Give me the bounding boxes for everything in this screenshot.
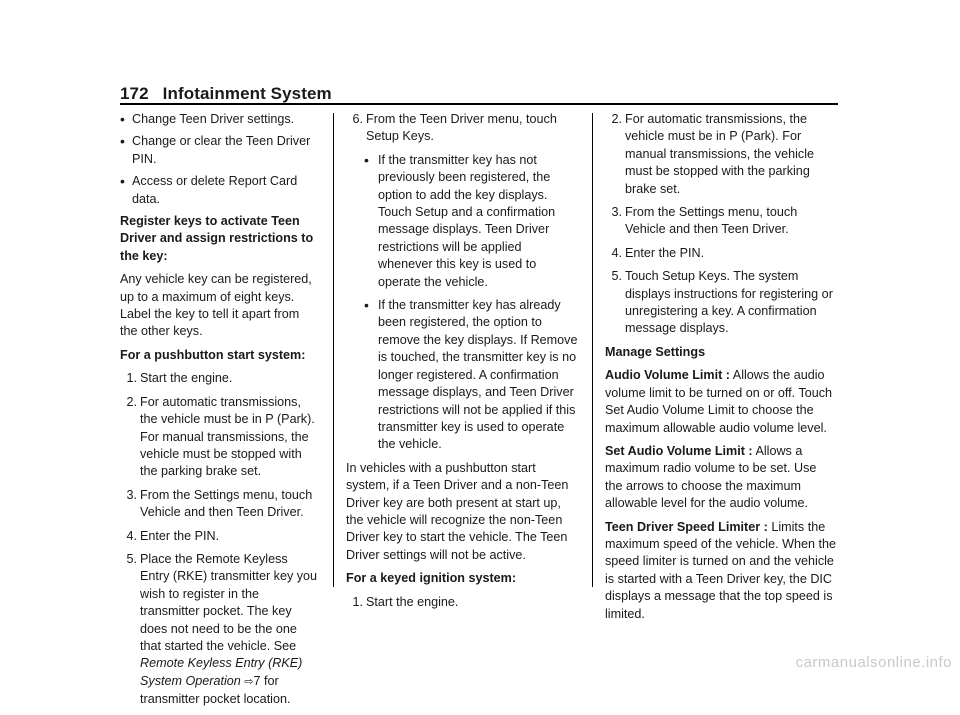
step-number: 2. [126,394,137,409]
setting-description: Allows the audio volume limit to be turned on or off. Touch Set Audio Volume Limit to choose the maximum allowable audio volume level. [605,368,833,435]
cross-reference-link[interactable]: Remote Keyless Entry (RKE) System Operation [140,656,303,688]
page-reference-arrow-icon: ⇨ [244,675,254,688]
step-number: 4. [126,528,137,543]
step-number: 4. [611,245,622,260]
step-text: for transmitter pocket location. [140,673,291,707]
step-text: Start the engine. [366,594,459,609]
step-item [605,268,837,338]
step-item [605,245,837,262]
header-rule [120,103,838,105]
bullet-item: • Change Teen Driver settings. [120,111,320,128]
register-text: Any vehicle key can be registered, up to a maximum of eight keys. Label the key to tell it apart from the other keys. [120,272,312,339]
step-text: From the Settings menu, touch Vehicle and then Teen Driver. [140,487,313,520]
step-item [605,204,837,239]
step-item [120,370,320,387]
pushbutton-paragraph: In vehicles with a pushbutton start system, if a Teen Driver and a non-Teen Driver key are both present at start up, the vehicle will recognize the non-Teen Driver key to start the vehicle. The Teen Driver settings will not be active. [346,460,569,562]
step-text: For automatic transmissions, the vehicle must be in P (Park). For manual transmissions, the vehicle must be stopped with the parking brake set. [625,112,814,196]
page-header [120,84,332,104]
step-number: 1. [126,371,137,386]
step-number: 2. [611,112,622,126]
step-number: 1. [352,594,363,609]
page-reference: 7 [253,673,261,688]
step-text: Touch Setup Keys. The system displays instructions for registering or unregistering a key. A confirmation message displays. [625,269,833,336]
page-number: 172 [120,84,149,103]
setting-item [605,519,837,623]
setting-description: Limits the maximum speed of the vehicle. When the speed limiter is turned on and the vehicle is started with a Teen Driver key, the DIC displays a message that the top speed is limited. [605,519,836,621]
setting-item [605,443,837,513]
bullet-item: • Access or delete Report Card data. [120,173,320,208]
step-number: 5. [126,551,137,566]
right-column [605,111,837,629]
step-number: 3. [611,205,622,220]
step-text: Place the Remote Keyless Entry (RKE) transmitter key you wish to register in the transmitter pocket. The key does not need to be the one that started the vehicle. See [140,551,318,653]
step-text: Enter the PIN. [625,245,705,260]
manage-settings-heading: Manage Settings [605,344,706,359]
step-number: 6. [352,112,363,126]
setting-label: Set Audio Volume Limit : [605,443,753,458]
step-item [605,111,837,198]
setting-label: Teen Driver Speed Limiter : [605,519,768,534]
setting-description: Allows a maximum radio volume to be set. Use the arrows to choose the maximum allowable level for the audio volume. [605,443,817,511]
step-item [120,528,320,545]
step-item [120,487,320,522]
column-divider [333,113,334,587]
sub-bullet-item: • If the transmitter key has already been registered, the option to remove the key displays. If Remove is touched, the transmitter key is no longer registered. A confirmation message displays, and Teen Driver restrictions will not be applied if this transmitter key is used to operate the vehicle. [346,297,578,454]
bullet-item: • Change or clear the Teen Driver PIN. [120,133,320,168]
step-number: 3. [126,487,137,502]
step-text: For automatic transmissions, the vehicle must be in P (Park). For manual transmissions, the vehicle must be stopped with the parking brake set. [140,394,315,479]
register-heading: Register keys to activate Teen Driver and assign restrictions to the key: [120,214,314,263]
step-number: 5. [611,269,622,284]
step-text: Enter the PIN. [140,528,220,543]
sub-bullet-item: • If the transmitter key has not previously been registered, the option to add the key displays. Touch Setup and a confirmation message displays. Teen Driver restrictions will be applied whenever this key is used to operate the vehicle. [346,152,578,291]
step-text: From the Teen Driver menu, touch Setup Keys. [366,112,557,144]
setting-label: Audio Volume Limit : [605,368,730,383]
step-text: From the Settings menu, touch Vehicle and then Teen Driver. [625,205,798,237]
step-item [120,551,320,709]
pushbutton-heading: For a pushbutton start system: [120,347,306,362]
middle-column [346,111,578,617]
setting-item [605,367,837,437]
step-text: Start the engine. [140,371,233,386]
column-divider [592,113,593,587]
watermark: carmanualsonline.info [795,654,952,671]
section-title: Infotainment System [162,84,332,103]
step-item [120,394,320,481]
step-item [346,111,578,146]
step-item [346,594,578,611]
keyed-heading: For a keyed ignition system: [346,571,517,586]
left-column [120,111,320,715]
